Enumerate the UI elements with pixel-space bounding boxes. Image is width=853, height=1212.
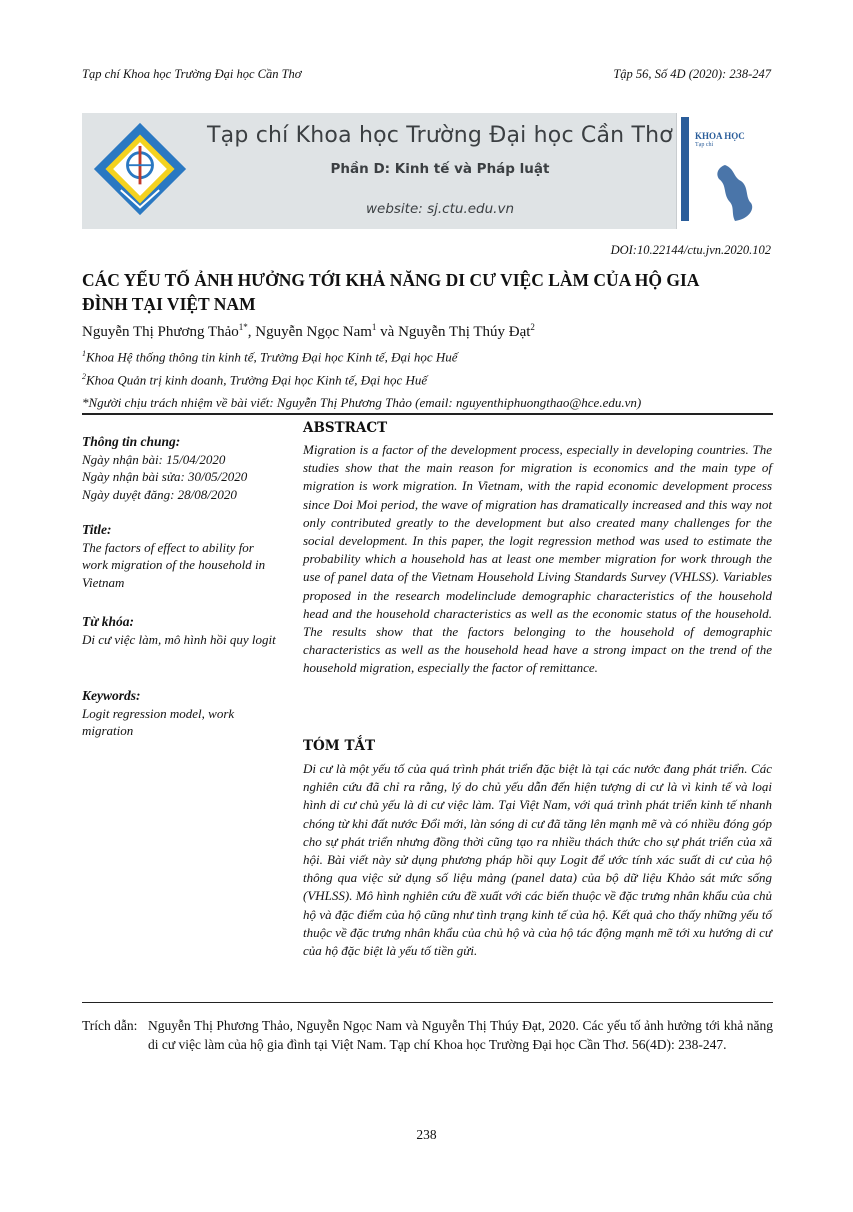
- banner-title: Tạp chí Khoa học Trường Đại học Cần Thơ: [207, 123, 673, 148]
- tomtat-heading: TÓM TẮT: [303, 738, 376, 754]
- keyword-vi-heading: Từ khóa:: [82, 614, 134, 629]
- keyword-en: Logit regression model, work migration: [82, 705, 235, 738]
- citation-label: Trích dẫn:: [82, 1018, 138, 1033]
- author-list: [82, 322, 535, 341]
- author-1-sup: 1*: [238, 322, 248, 332]
- journal-cover-thumbnail: [676, 113, 773, 229]
- keyword-en-heading: Keywords:: [82, 688, 141, 703]
- affiliation-2: [82, 372, 427, 388]
- doi[interactable]: DOI:10.22144/ctu.jvn.2020.102: [610, 243, 771, 257]
- general-info: [82, 433, 282, 503]
- affiliation-2-sup: 2: [82, 372, 86, 381]
- affiliation-1: [82, 349, 458, 365]
- affiliation-1-text: Khoa Hệ thống thông tin kinh tế, Trường Đại học Kinh tế, Đại học Huế: [86, 349, 458, 365]
- header-rule: [82, 413, 773, 415]
- banner-text-block: [205, 113, 675, 229]
- journal-banner: [82, 113, 773, 229]
- title-line-1: CÁC YẾU TỐ ẢNH HƯỞNG TỚI KHẢ NĂNG DI CƯ VIỆC LÀM CỦA HỘ GIA: [82, 270, 700, 290]
- article-title: [82, 268, 782, 316]
- author-3: và Nguyễn Thị Thúy Đạt: [376, 324, 531, 340]
- author-2: , Nguyễn Ngọc Nam: [247, 324, 372, 340]
- university-logo-icon: [92, 121, 188, 217]
- title-line-2: ĐÌNH TẠI VIỆT NAM: [82, 294, 256, 314]
- tomtat-text: Di cư là một yếu tố của quá trình phát triển đặc biệt là tại các nước đang phát triển. Các nghiên cứu đã chỉ ra rằng, lý do chủ yếu dẫn đến hiện tượng di cư là vì kinh tế và loại hình di cư chủ yếu là di cư việc làm. Tại Việt Nam, với quá trình phát triển kinh tế nhanh chóng từ khi đất nước Đổi mới, làn sóng di cư đã tăng lên mạnh mẽ và có nhiều đóng góp cho sự phát triển nhưng đồng thời cũng tạo ra nhiều thách thức cho sự phát triển của xã hội. Bài viết này sử dụng phương pháp hồi quy Logit để ước tính xác suất di cư của hộ thông qua việc sử dụng số liệu mảng (panel data) của bộ dữ liệu Khảo sát mức sống (VHLSS). Mô hình nghiên cứu đề xuất với các biến thuộc về đặc trưng nhân khẩu của chủ hộ và đặc điểm của hộ cũng như tình trạng kinh tế của hộ. Kết quả cho thấy những yếu tố thuộc về đặc trưng nhân khẩu của chủ hộ và của hộ tác động mạnh mẽ tới xu hướng di cư của hộ đặc biệt là yếu tố tiền gửi.: [303, 761, 772, 959]
- abstract-text: Migration is a factor of the development process, especially in developing countries. The studies show that the main reason for migration is economics and the main type of migration is work migration. In Vietnam, with the rapid economic development process since Doi Moi period, the wave of migration has dramatically increased and this way not only contributed greatly to the development but also created many challenges for the social development. In this paper, the logit regression method was used to estimate the probability which a household has at least one member migration for work through the use of panel data of the Vietnam Household Living Standards Survey (VHLSS). Variables proposed in the research modelinclude demographic characteristics of the household head and the household characteristics as well as the economic status of the household. The results show that the factors belonging to the household of demographic characteristics as well as the household head have a strong impact on the trend of the household migration, especially the factor of remittance.: [303, 442, 772, 676]
- cover-prefix: Tạp chí: [695, 142, 714, 148]
- banner-website[interactable]: website: sj.ctu.edu.vn: [365, 201, 515, 217]
- affiliation-1-sup: 1: [82, 349, 86, 358]
- page-number: 238: [416, 1127, 437, 1142]
- author-2-sup: 1: [371, 322, 377, 332]
- citation-rule: [82, 1002, 773, 1003]
- revised-date: Ngày nhận bài sửa: 30/05/2020: [82, 469, 248, 484]
- keyword-vi: Di cư việc làm, mô hình hồi quy logit: [82, 631, 276, 647]
- citation-text: Nguyễn Thị Phương Thảo, Nguyễn Ngọc Nam và Nguyễn Thị Thúy Đạt, 2020. Các yếu tố ảnh hưởng tới khả năng di cư việc làm của hộ gia đình tại Việt Nam. Tạp chí Khoa học Trường Đại học Cần Thơ. 56(4D): 238-247.: [148, 1018, 773, 1052]
- running-header-journal: Tạp chí Khoa học Trường Đại học Cần Thơ: [82, 67, 302, 81]
- english-keywords-block: [82, 687, 282, 740]
- author-3-sup: 2: [530, 322, 535, 332]
- banner-subtitle: Phần D: Kinh tế và Pháp luật: [330, 161, 550, 177]
- author-1: Nguyễn Thị Phương Thảo: [82, 324, 239, 340]
- info-heading: Thông tin chung:: [82, 434, 181, 449]
- english-title-block: [82, 521, 282, 591]
- cover-stripe: [681, 117, 689, 221]
- corresponding-author: *Người chịu trách nhiệm về bài viết: Nguyễn Thị Phương Thảo (email: nguyenthiphuongthao@hce.edu.vn): [82, 395, 642, 410]
- map-icon: [705, 163, 760, 223]
- affiliation-2-text: Khoa Quản trị kinh doanh, Trường Đại học Kinh tế, Đại học Huế: [86, 372, 428, 388]
- running-header-volume: Tập 56, Số 4D (2020): 238-247: [613, 67, 771, 81]
- vietnamese-keywords-block: [82, 613, 282, 648]
- cover-title: KHOA HỌC: [695, 131, 745, 141]
- abstract-heading: ABSTRACT: [303, 420, 388, 436]
- accepted-date: Ngày duyệt đăng: 28/08/2020: [82, 486, 237, 502]
- received-date: Ngày nhận bài: 15/04/2020: [82, 451, 226, 467]
- title-heading: Title:: [82, 522, 112, 537]
- english-title: The factors of effect to ability for work migration of the household in Vietnam: [82, 539, 266, 590]
